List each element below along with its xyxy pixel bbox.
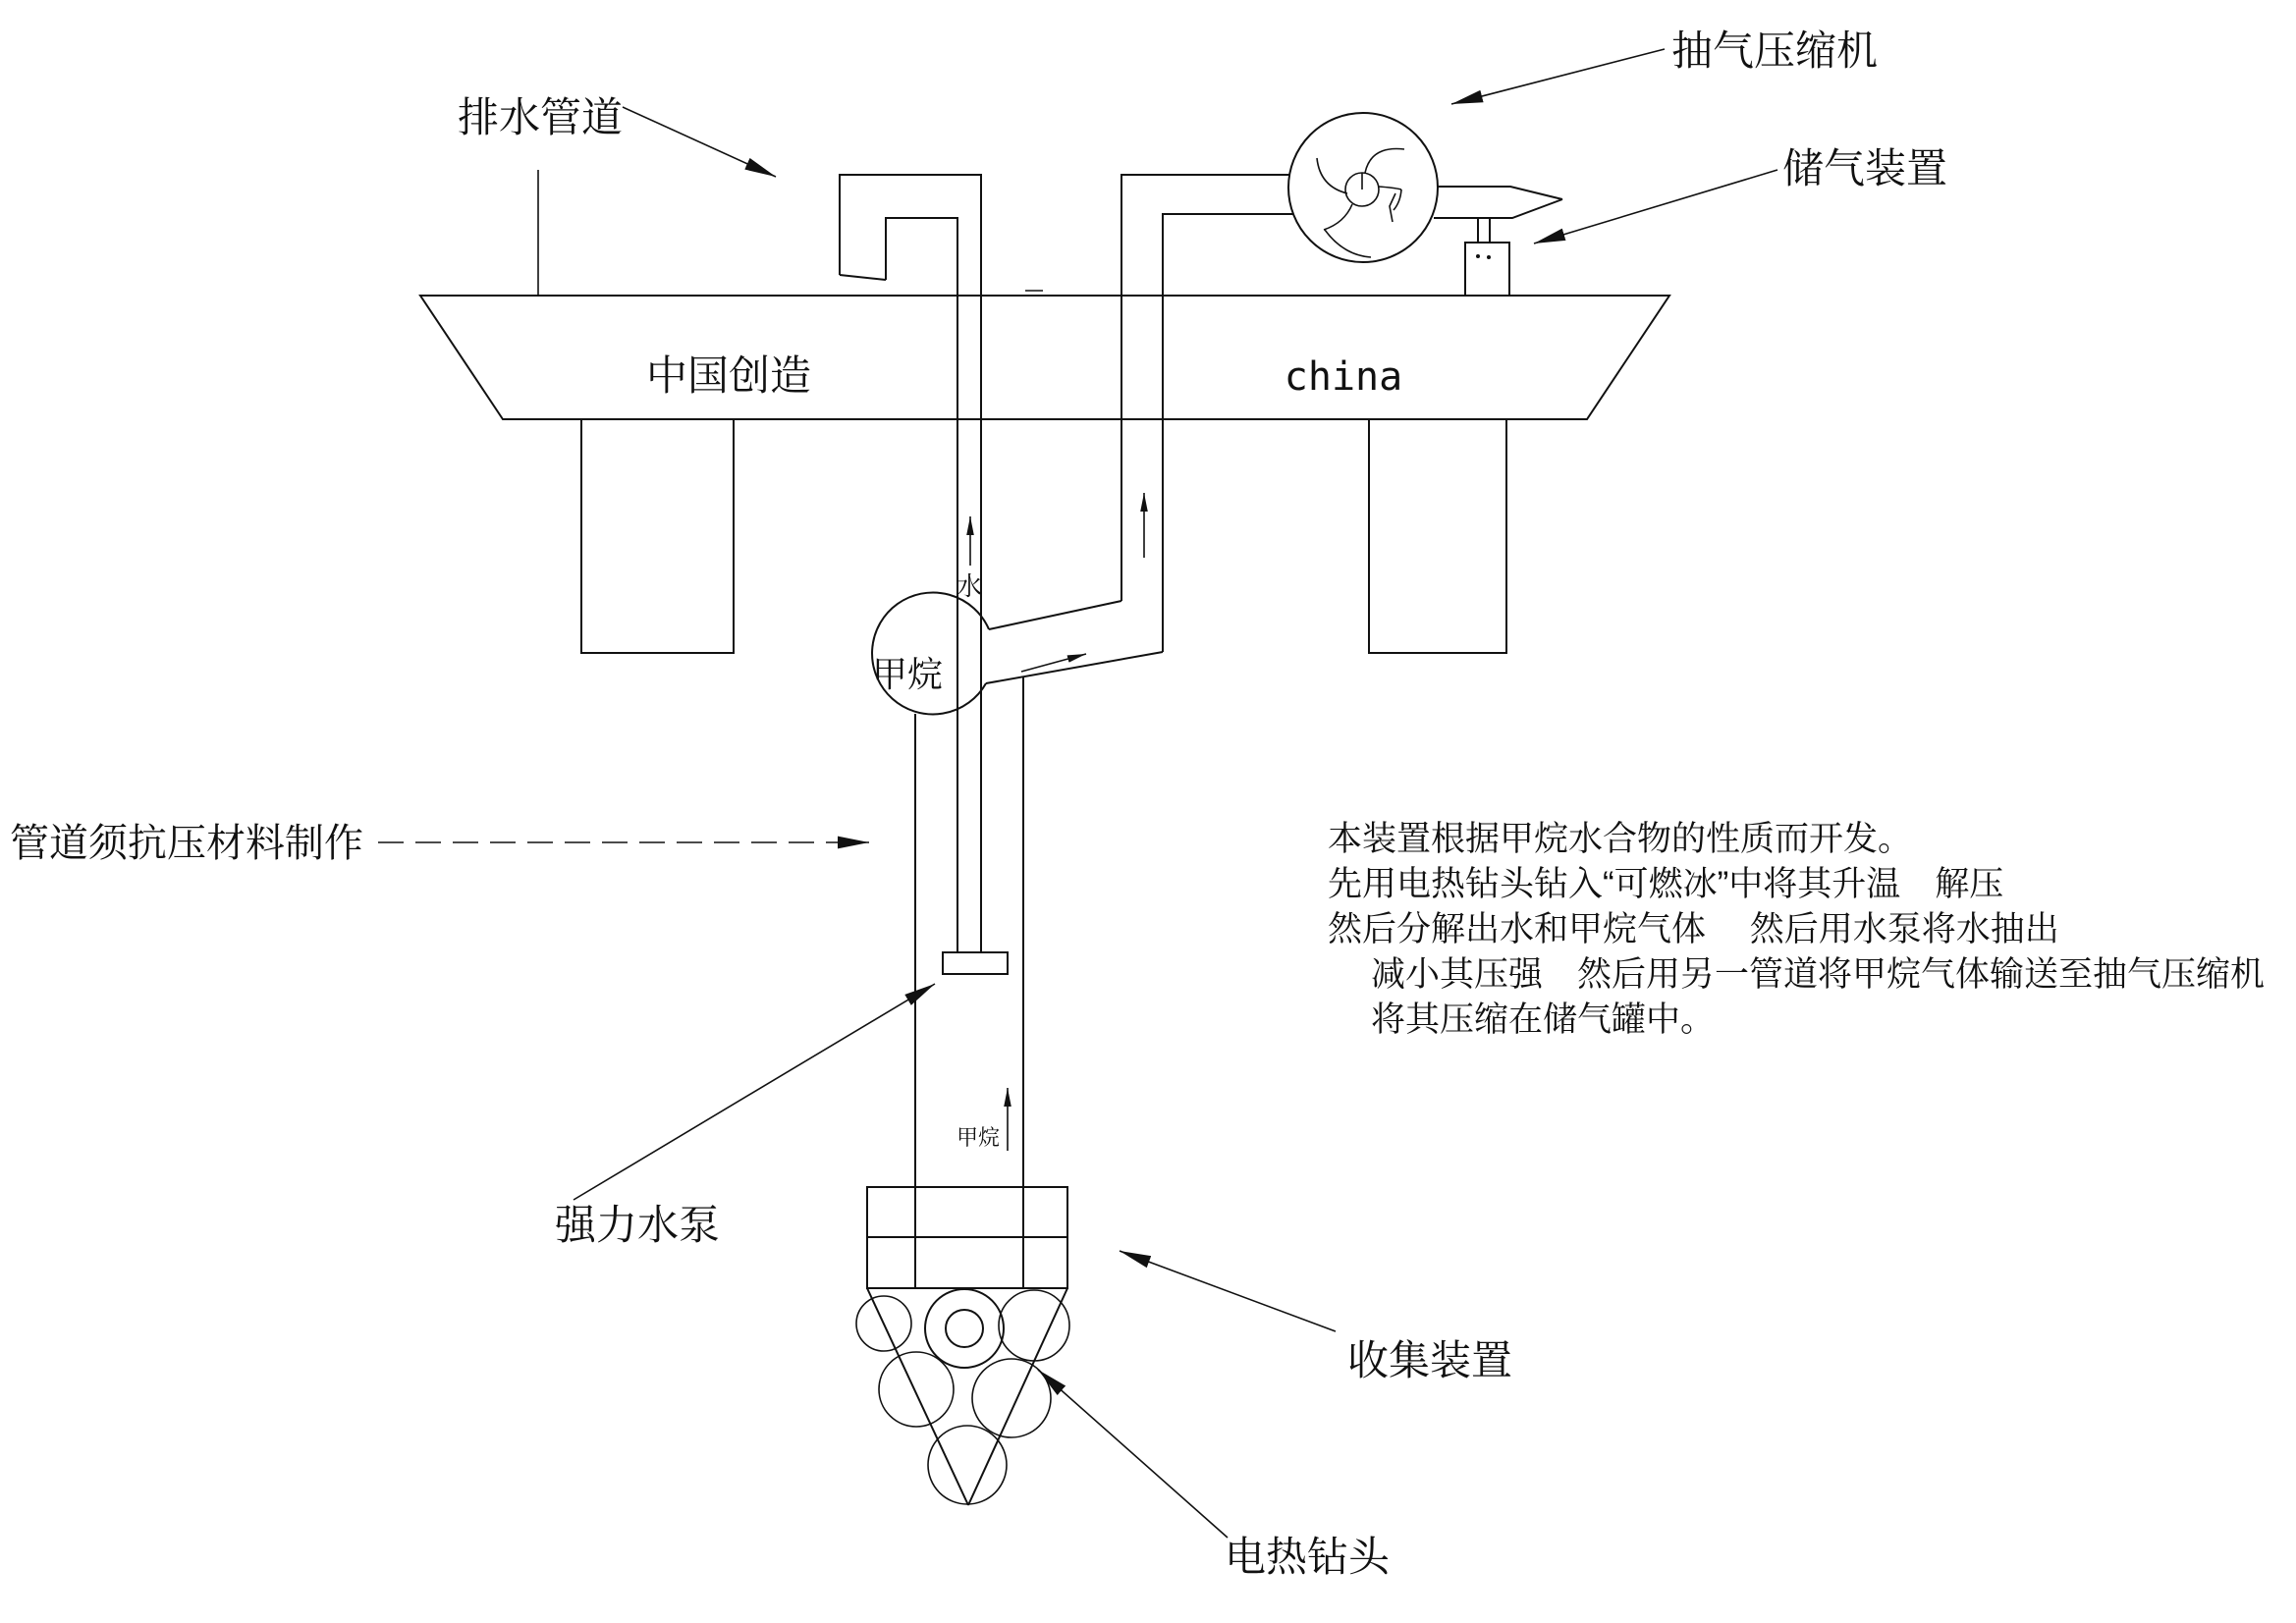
cone-lobe [928, 1426, 1007, 1504]
platform-leg-left [581, 419, 734, 653]
outlet-nozzle-lower [1434, 199, 1562, 218]
hull-outline [420, 296, 1669, 419]
description-line: 本装置根据甲烷水合物的性质而开发。 [1328, 820, 1913, 858]
cone-lobe [879, 1352, 954, 1427]
impeller-blade [1324, 204, 1352, 230]
outer-casing-pipe [915, 677, 1023, 1288]
description-paragraph [1328, 820, 2265, 1039]
cone-lobe [999, 1290, 1069, 1361]
cone-eye-outer [925, 1289, 1004, 1368]
riser-right-wall [1163, 214, 1293, 652]
flow-label-water: 水 [956, 571, 983, 601]
gas-riser-pipe [1121, 175, 1293, 652]
impeller-blade [1317, 158, 1347, 193]
label-compressor: 抽气压缩机 [1671, 27, 1879, 74]
compressor-leader-arrow-icon [1451, 49, 1665, 104]
tank-body [1465, 243, 1509, 296]
description-line: 然后分解出水和甲烷气体 然后用水泵将水抽出 [1328, 910, 2059, 948]
flow-label-methane-riser: 甲烷 [957, 1125, 1001, 1150]
leader-arrows [378, 49, 1777, 1538]
label-collector: 收集装置 [1347, 1337, 1513, 1383]
compressor-housing [1288, 113, 1438, 262]
impeller-icon [1317, 149, 1404, 258]
water-pump [943, 952, 1008, 974]
description-line: 减小其压强 然后用另一管道将甲烷气体输送至抽气压缩机 [1371, 955, 2266, 994]
impeller-blade [1325, 230, 1371, 257]
description-line: 先用电热钻头钻入“可燃冰”中将其升温 解压 [1328, 865, 2004, 903]
drain-elbow-outer-wall [840, 175, 981, 952]
compressor-icon [1288, 113, 1562, 262]
collector-box [867, 1187, 1067, 1288]
label-drain-pipe: 排水管道 [458, 94, 624, 140]
drill-leader-arrow-icon [1038, 1370, 1228, 1538]
label-drill-bit: 电热钻头 [1225, 1534, 1391, 1580]
branch-flow-arrow-icon [1021, 654, 1086, 672]
storage-tank [1465, 218, 1509, 296]
drain-elbow-inner-wall [886, 218, 957, 952]
branch-pipe-upper-wall [989, 601, 1121, 629]
platform-name-en: china [1284, 354, 1403, 400]
impeller-blade [1365, 149, 1404, 174]
flow-label-methane-sphere: 甲烷 [872, 654, 944, 694]
label-gas-storage: 储气装置 [1782, 145, 1948, 191]
platform-leg-right [1369, 419, 1506, 653]
drain-pipe-leader-arrow-icon [623, 107, 776, 177]
label-water-pump: 强力水泵 [555, 1202, 721, 1248]
cone-right-edge [968, 1288, 1067, 1505]
collector-leader-arrow-icon [1120, 1251, 1336, 1331]
drain-outlet-mouth [840, 275, 886, 280]
riser-left-wall [1121, 175, 1289, 601]
label-pipe-material: 管道须抗压材料制作 [10, 822, 363, 865]
cone-eye-inner [946, 1310, 983, 1347]
description-line: 将其压缩在储气罐中。 [1371, 1001, 1716, 1039]
impeller-blade-tail [1394, 189, 1401, 210]
outlet-nozzle-upper [1438, 187, 1562, 199]
pump-leader-arrow-icon [574, 984, 935, 1200]
platform-hull [420, 291, 1669, 653]
tank-dot [1476, 254, 1480, 258]
impeller-blade [1378, 187, 1401, 189]
platform-name-cn: 中国创造 [645, 352, 812, 399]
tank-dot [1487, 255, 1491, 259]
storage-leader-arrow-icon [1534, 170, 1777, 243]
drill-cone [856, 1288, 1069, 1505]
